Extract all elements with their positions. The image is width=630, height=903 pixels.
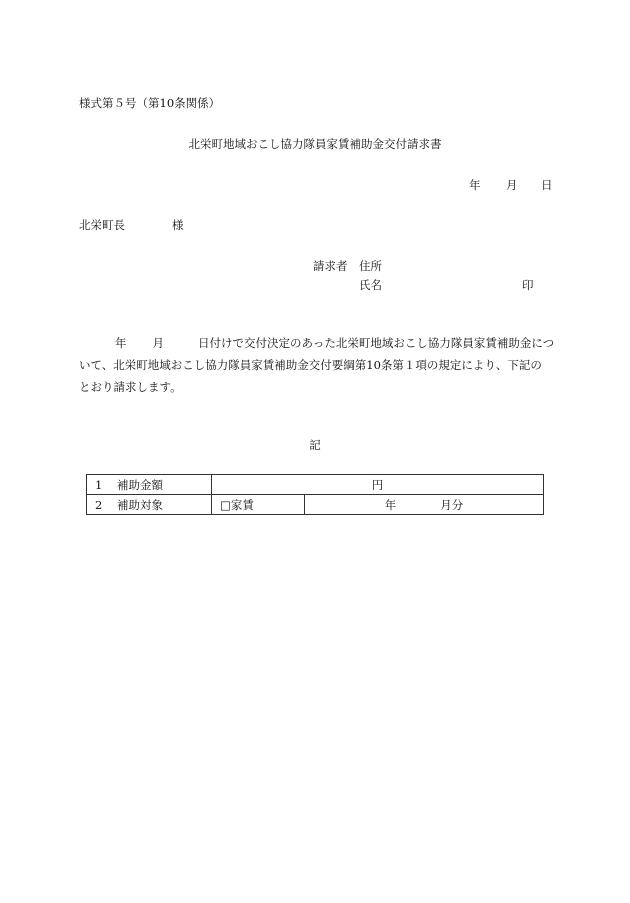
addressee-honorific: 様 xyxy=(172,218,184,232)
address-label: 住所 xyxy=(359,259,382,273)
body-year-label: 年 xyxy=(115,336,127,350)
rent-checkbox[interactable]: □家賃 xyxy=(220,497,254,512)
body-line-2: いて、北栄町地域おこし協力隊員家賃補助金交付要綱第10条第１項の規定により、下記の xyxy=(79,358,542,372)
period-cell[interactable] xyxy=(305,495,544,515)
body-paragraph xyxy=(79,332,555,398)
date-day-label: 日 xyxy=(541,178,553,192)
items-table xyxy=(86,474,544,515)
item-label-cell xyxy=(87,495,212,515)
item-number: 1 xyxy=(95,477,103,492)
table-row xyxy=(87,475,544,495)
record-heading: 記 xyxy=(309,438,321,452)
period-month-label: 月分 xyxy=(440,497,464,512)
addressee-name: 北栄町長 xyxy=(79,218,125,232)
amount-unit: 円 xyxy=(371,477,384,492)
body-month-label: 月 xyxy=(152,336,164,350)
body-line-1-text: 日付けで交付決定のあった北栄町地域おこし協力隊員家賃補助金につ xyxy=(198,336,555,350)
item-number: 2 xyxy=(95,497,103,512)
table-row xyxy=(87,495,544,515)
amount-cell[interactable] xyxy=(212,475,544,495)
date-year-label: 年 xyxy=(469,178,481,192)
seal-label: 印 xyxy=(522,278,534,292)
item-label-cell xyxy=(87,475,212,495)
body-line-3: とおり請求します。 xyxy=(79,380,182,394)
item-label: 補助金額 xyxy=(117,477,163,492)
form-number: 様式第５号（第10条関係） xyxy=(79,96,221,110)
item-label: 補助対象 xyxy=(117,497,163,512)
date-month-label: 月 xyxy=(506,178,518,192)
document-title: 北栄町地域おこし協力隊員家賃補助金交付請求書 xyxy=(188,137,442,151)
requester-label: 請求者 xyxy=(313,259,348,273)
body-line-1 xyxy=(79,332,555,354)
name-label: 氏名 xyxy=(359,278,382,292)
period-year-label: 年 xyxy=(384,497,397,512)
rent-checkbox-cell[interactable] xyxy=(212,495,305,515)
